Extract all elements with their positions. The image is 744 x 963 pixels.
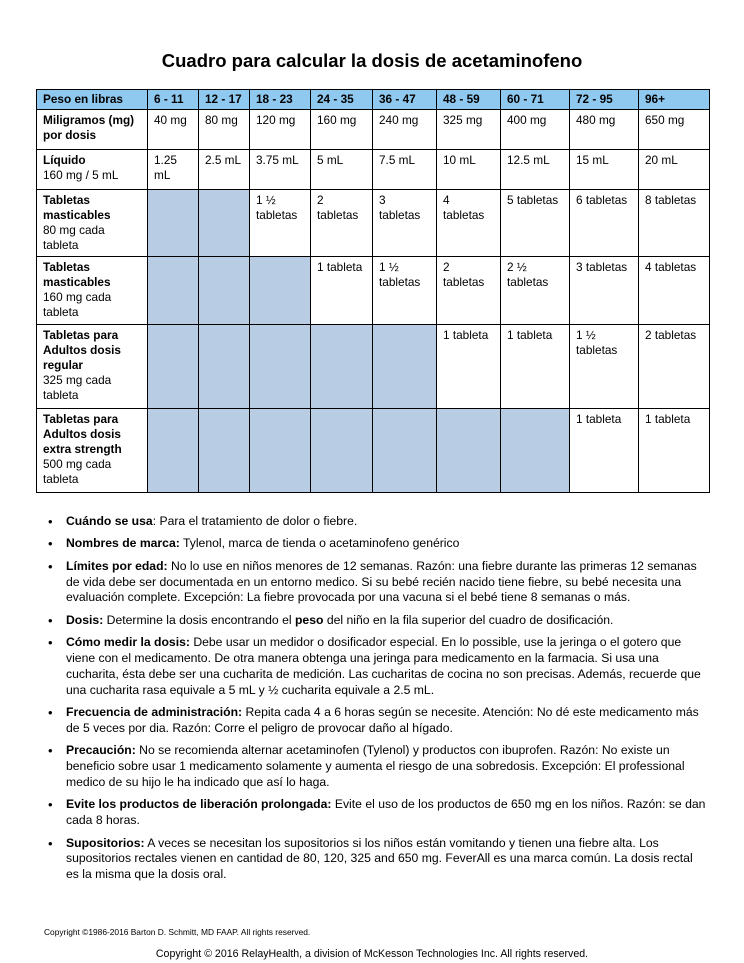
header-col: 36 - 47 xyxy=(373,90,437,110)
empty-cell xyxy=(199,190,250,257)
dose-cell: 1 ½ tabletas xyxy=(373,257,437,325)
item-text: A veces se necesitan los supositorios si los niños están vomitando y tienen una fiebre alta. Los supositorios rectales vienen en cantidad de 80, 120, 325 and 650 mg. FeverAll es una marca común. La dosis rectal es la misma que la dosis oral. xyxy=(66,835,693,882)
empty-cell xyxy=(148,325,199,409)
dose-cell: 325 mg xyxy=(437,110,501,150)
dose-cell: 8 tabletas xyxy=(639,190,710,257)
row-label-title: Miligramos (mg) por dosis xyxy=(43,113,135,142)
header-col: 96+ xyxy=(639,90,710,110)
item-text: : Para el tratamiento de dolor o fiebre. xyxy=(152,514,358,528)
item-heading: Cuándo se usa xyxy=(66,514,153,528)
dose-cell: 4 tabletas xyxy=(437,190,501,257)
empty-cell xyxy=(199,257,250,325)
header-row xyxy=(37,90,710,110)
header-col: 6 - 11 xyxy=(148,90,199,110)
dose-cell: 10 mL xyxy=(437,150,501,190)
dose-cell: 2 tabletas xyxy=(639,325,710,409)
empty-cell xyxy=(501,409,570,493)
row-label xyxy=(37,257,148,325)
row-label-title: Tabletas masticables xyxy=(43,260,111,289)
row-label xyxy=(37,190,148,257)
empty-cell xyxy=(373,325,437,409)
dose-cell: 3.75 mL xyxy=(250,150,311,190)
item-text: Tylenol, marca de tienda o acetaminofeno genérico xyxy=(179,536,460,551)
list-item xyxy=(46,514,706,530)
dose-cell: 240 mg xyxy=(373,110,437,150)
dose-cell: 2 ½ tabletas xyxy=(501,257,570,325)
item-heading: Cómo medir la dosis: xyxy=(66,635,190,649)
dosage-table xyxy=(36,89,710,493)
empty-cell xyxy=(311,325,373,409)
row-label-title: Tabletas para Adultos dosis regular xyxy=(43,328,121,372)
row-label-detail: 500 mg cada tableta xyxy=(43,457,112,486)
dose-cell: 20 mL xyxy=(639,150,710,190)
dose-cell: 120 mg xyxy=(250,110,311,150)
list-item xyxy=(46,743,706,791)
dose-cell: 12.5 mL xyxy=(501,150,570,190)
dose-cell: 2 tabletas xyxy=(437,257,501,325)
item-heading: Frecuencia de administración: xyxy=(66,705,243,720)
empty-cell xyxy=(148,257,199,325)
header-col: 18 - 23 xyxy=(250,90,311,110)
dose-cell: 1 ½ tabletas xyxy=(250,190,311,257)
row-label xyxy=(37,409,148,493)
list-item xyxy=(46,559,706,607)
row-label-title: Tabletas masticables xyxy=(43,193,111,222)
item-text: No se recomienda alternar acetaminofen (Tylenol) y productos con ibuprofen. Razón: No existe un beneficio sobre usar 1 medicamento solamente y aumenta el riesgo de una sobredosis. Excepción: El professional medico de su hijo le ha indicado que así lo haga. xyxy=(66,743,685,790)
dose-cell: 3 tabletas xyxy=(373,190,437,257)
row-label-title: Tabletas para Adultos dosis extra strength xyxy=(43,412,122,456)
table-row xyxy=(37,150,710,190)
dose-cell: 4 tabletas xyxy=(639,257,710,325)
list-item xyxy=(46,797,706,829)
dose-cell: 480 mg xyxy=(570,110,639,150)
header-col: 72 - 95 xyxy=(570,90,639,110)
header-col: 12 - 17 xyxy=(199,90,250,110)
list-item xyxy=(46,613,706,629)
item-heading: Evite los productos de liberación prolongada: xyxy=(66,797,332,812)
item-heading: Límites por edad: xyxy=(66,558,168,573)
dose-cell: 1.25 mL xyxy=(148,150,199,190)
list-item xyxy=(46,836,706,884)
row-label-detail: 325 mg cada tableta xyxy=(43,373,112,402)
header-col: 24 - 35 xyxy=(311,90,373,110)
dose-cell: 40 mg xyxy=(148,110,199,150)
empty-cell xyxy=(373,409,437,493)
empty-cell xyxy=(199,325,250,409)
empty-cell xyxy=(148,190,199,257)
row-label xyxy=(37,325,148,409)
table-row xyxy=(37,325,710,409)
dose-cell: 15 mL xyxy=(570,150,639,190)
copyright-footer: Copyright © 2016 RelayHealth, a division of McKesson Technologies Inc. All rights reserved. xyxy=(155,948,589,960)
item-text: Debe usar un medidor o dosificador especial. En lo possible, use la jeringa o el gotero que viene con el medicamento. De otra manera obtenga una jeringa para medicamento en la farmacia. Si usa una cucharita, ésta debe ser una cucharita de medición. Las cucharitas de cocina no son precisas. Además, recuerde que una cucharita rasa equivale a 5 mL y ½ cucharita equivale a 2.5 mL. xyxy=(66,635,701,697)
empty-cell xyxy=(311,409,373,493)
dose-cell: 1 tableta xyxy=(437,325,501,409)
list-item xyxy=(46,536,706,552)
dose-cell: 1 tableta xyxy=(311,257,373,325)
table-row xyxy=(37,190,710,257)
dose-cell: 1 tableta xyxy=(501,325,570,409)
item-heading: Dosis: xyxy=(66,612,104,627)
dose-cell: 6 tabletas xyxy=(570,190,639,257)
dose-cell: 1 ½ tabletas xyxy=(570,325,639,409)
header-col: 48 - 59 xyxy=(437,90,501,110)
table-body xyxy=(37,110,710,493)
dose-cell: 650 mg xyxy=(639,110,710,150)
dose-cell: 5 mL xyxy=(311,150,373,190)
row-label-detail: 80 mg cada tableta xyxy=(43,223,105,252)
item-text: del niño en la fila superior del cuadro de dosificación. xyxy=(323,612,614,627)
page-title: Cuadro para calcular la dosis de acetaminofeno xyxy=(161,50,583,71)
dose-cell: 400 mg xyxy=(501,110,570,150)
item-heading: Nombres de marca: xyxy=(66,536,180,551)
table-row xyxy=(37,409,710,493)
row-label-detail: 160 mg cada tableta xyxy=(43,290,112,319)
table-row xyxy=(37,257,710,325)
row-label-title: Líquido xyxy=(43,153,86,167)
empty-cell xyxy=(250,409,311,493)
table-row xyxy=(37,110,710,150)
instructions-list xyxy=(46,514,706,890)
item-text: No lo use en niños menores de 12 semanas. Razón: una fiebre durante las primeras 12 semanas de vida debe ser documentada en un entorno medico. Si su bebé recién nacido tiene fiebre, su bebé necesita una evaluación complete. Excepción: La fiebre provocada por una vacuna si el bebé tiene 8 semanas o más. xyxy=(66,558,697,605)
item-heading: Precaución: xyxy=(66,743,136,758)
item-heading: Supositorios: xyxy=(66,835,145,850)
dose-cell: 3 tabletas xyxy=(570,257,639,325)
item-emphasis: peso xyxy=(294,612,324,627)
dose-cell: 80 mg xyxy=(199,110,250,150)
dose-cell: 7.5 mL xyxy=(373,150,437,190)
dose-cell: 2.5 mL xyxy=(199,150,250,190)
dose-cell: 1 tableta xyxy=(570,409,639,493)
header-col: 60 - 71 xyxy=(501,90,570,110)
item-text: Determine la dosis encontrando el xyxy=(103,612,295,627)
dose-cell: 1 tableta xyxy=(639,409,710,493)
empty-cell xyxy=(148,409,199,493)
header-label: Peso en libras xyxy=(37,90,148,110)
row-label xyxy=(37,110,148,150)
row-label xyxy=(37,150,148,190)
item-text: Repita cada 4 a 6 horas según se necesite. Atención: No dé este medicamento más de 5 veces por dia. Razón: Corre el peligro de provocar daño al hígado. xyxy=(66,705,699,735)
copyright-author: Copyright ©1986-2016 Barton D. Schmitt, MD FAAP. All rights reserved. xyxy=(44,927,311,937)
empty-cell xyxy=(199,409,250,493)
item-text: Evite el uso de los productos de 650 mg en los niños. Razón: se dan cada 8 horas. xyxy=(66,797,706,828)
empty-cell xyxy=(250,257,311,325)
empty-cell xyxy=(437,409,501,493)
dose-cell: 5 tabletas xyxy=(501,190,570,257)
row-label-detail: 160 mg / 5 mL xyxy=(43,168,119,182)
list-item xyxy=(46,705,706,737)
dose-cell: 160 mg xyxy=(311,110,373,150)
empty-cell xyxy=(250,325,311,409)
dose-cell: 2 tabletas xyxy=(311,190,373,257)
list-item xyxy=(46,635,706,699)
